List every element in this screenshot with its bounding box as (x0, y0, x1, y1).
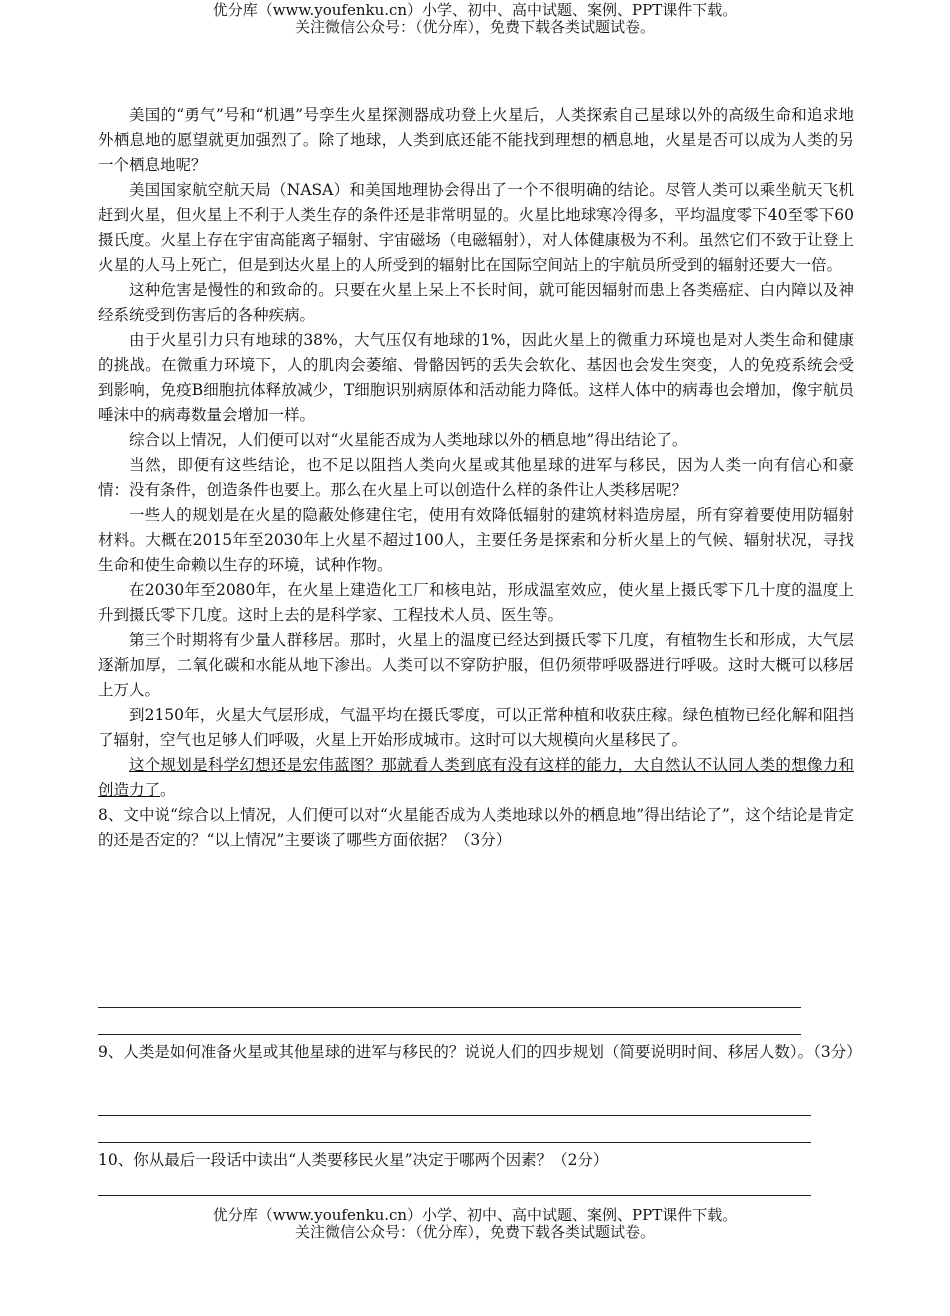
conclusion-end-punct: 。 (160, 781, 176, 799)
question-10-block (98, 1148, 854, 1173)
answer-line-q9-2[interactable] (98, 1142, 811, 1143)
header-line-2: 关注微信公众号：（优分库），免费下载各类试题试卷。 (294, 18, 655, 36)
paragraph-4: 由于火星引力只有地球的38%，大气压仅有地球的1%，因此火星上的微重力环境也是对人类生命和健康的挑战。在微重力环境下，人的肌肉会萎缩、骨骼因钙的丢失会软化、基因也会发生突变，人的免疫系统会受到影响，免疫B细胞抗体释放减少，T细胞识别病原体和活动能力降低。这样人体中的病毒也会增加，像宇航员唾沫中的病毒数量会增加一样。 (98, 331, 854, 424)
paragraph-9: 第三个时期将有少量人群移居。那时，火星上的温度已经达到摄氏零下几度，有植物生长和形成，大气层逐渐加厚，二氧化碳和水能从地下渗出。人类可以不穿防护服，但仍须带呼吸器进行呼吸。这时大概可以移居上万人。 (98, 631, 854, 699)
footer-line-1: 优分库（www.youfenku.cn）小学、初中、高中试题、案例、PPT课件下载。 (212, 1206, 738, 1224)
reading-passage (98, 103, 854, 853)
paragraph-10: 到2150年，火星大气层形成，气温平均在摄氏零度，可以正常种植和收获庄稼。绿色植物已经化解和阻挡了辐射，空气也足够人们呼吸，火星上开始形成城市。这时可以大规模向火星移民了。 (98, 706, 854, 749)
paragraph-3: 这种危害是慢性的和致命的。只要在火星上呆上不长时间，就可能因辐射而患上各类癌症、白内障以及神经系统受到伤害后的各种疾病。 (98, 281, 854, 324)
paragraph-5: 综合以上情况，人们便可以对“火星能否成为人类地球以外的栖息地”得出结论了。 (129, 431, 688, 449)
conclusion-paragraph (98, 753, 854, 803)
answer-line-q8-2[interactable] (98, 1034, 801, 1035)
paragraph-1: 美国的“勇气”号和“机遇”号孪生火星探测器成功登上火星后，人类探索自己星球以外的高级生命和追求地外栖息地的愿望就更加强烈了。除了地球，人类到底还能不能找到理想的栖息地，火星是否可以成为人类的另一个栖息地呢？ (98, 106, 854, 174)
paragraph-8: 在2030年至2080年，在火星上建造化工厂和核电站，形成温室效应，使火星上摄氏零下几十度的温度上升到摄氏零下几度。这时上去的是科学家、工程技术人员、医生等。 (98, 581, 854, 624)
page-footer (0, 1207, 950, 1241)
answer-line-q9-1[interactable] (98, 1115, 811, 1116)
page-header (0, 2, 950, 36)
answer-line-q10-1[interactable] (98, 1195, 811, 1196)
question-9-block (98, 1040, 862, 1065)
question-8: 8、文中说“综合以上情况，人们便可以对“火星能否成为人类地球以外的栖息地”得出结论了”，这个结论是肯定的还是否定的？“以上情况”主要谈了哪些方面依据？（3分） (98, 806, 854, 849)
answer-line-q8-1[interactable] (98, 1007, 801, 1008)
paragraph-7: 一些人的规划是在火星的隐蔽处修建住宅，使用有效降低辐射的建筑材料造房屋，所有穿着要使用防辐射材料。大概在2015年至2030年上火星不超过100人，主要任务是探索和分析火星上的气候、辐射状况，寻找生命和使生命赖以生存的环境，试种作物。 (98, 506, 854, 574)
header-line-1: 优分库（www.youfenku.cn）小学、初中、高中试题、案例、PPT课件下载。 (212, 1, 738, 19)
question-10: 10、你从最后一段话中读出“人类要移民火星”决定于哪两个因素？（2分） (98, 1151, 609, 1169)
question-9: 9、人类是如何准备火星或其他星球的进军与移民的？说说人们的四步规划（简要说明时间、移居人数）。（3分） (98, 1043, 862, 1061)
footer-line-2: 关注微信公众号：（优分库），免费下载各类试题试卷。 (294, 1223, 655, 1241)
paragraph-6: 当然，即便有这些结论，也不足以阻挡人类向火星或其他星球的进军与移民，因为人类一向有信心和豪情：没有条件，创造条件也要上。那么在火星上可以创造什么样的条件让人类移居呢？ (98, 456, 854, 499)
conclusion-underlined-text: 这个规划是科学幻想还是宏伟蓝图？那就看人类到底有没有这样的能力，大自然认不认同人类的想像力和创造力了 (98, 756, 854, 799)
paragraph-2: 美国国家航空航天局（NASA）和美国地理协会得出了一个不很明确的结论。尽管人类可以乘坐航天飞机赶到火星，但火星上不利于人类生存的条件还是非常明显的。火星比地球寒冷得多，平均温度零下40至零下60摄氏度。火星上存在宇宙高能离子辐射、宇宙磁场（电磁辐射），对人体健康极为不利。虽然它们不致于让登上火星的人马上死亡，但是到达火星上的人所受到的辐射比在国际空间站上的宇航员所受到的辐射还要大一倍。 (98, 181, 854, 274)
